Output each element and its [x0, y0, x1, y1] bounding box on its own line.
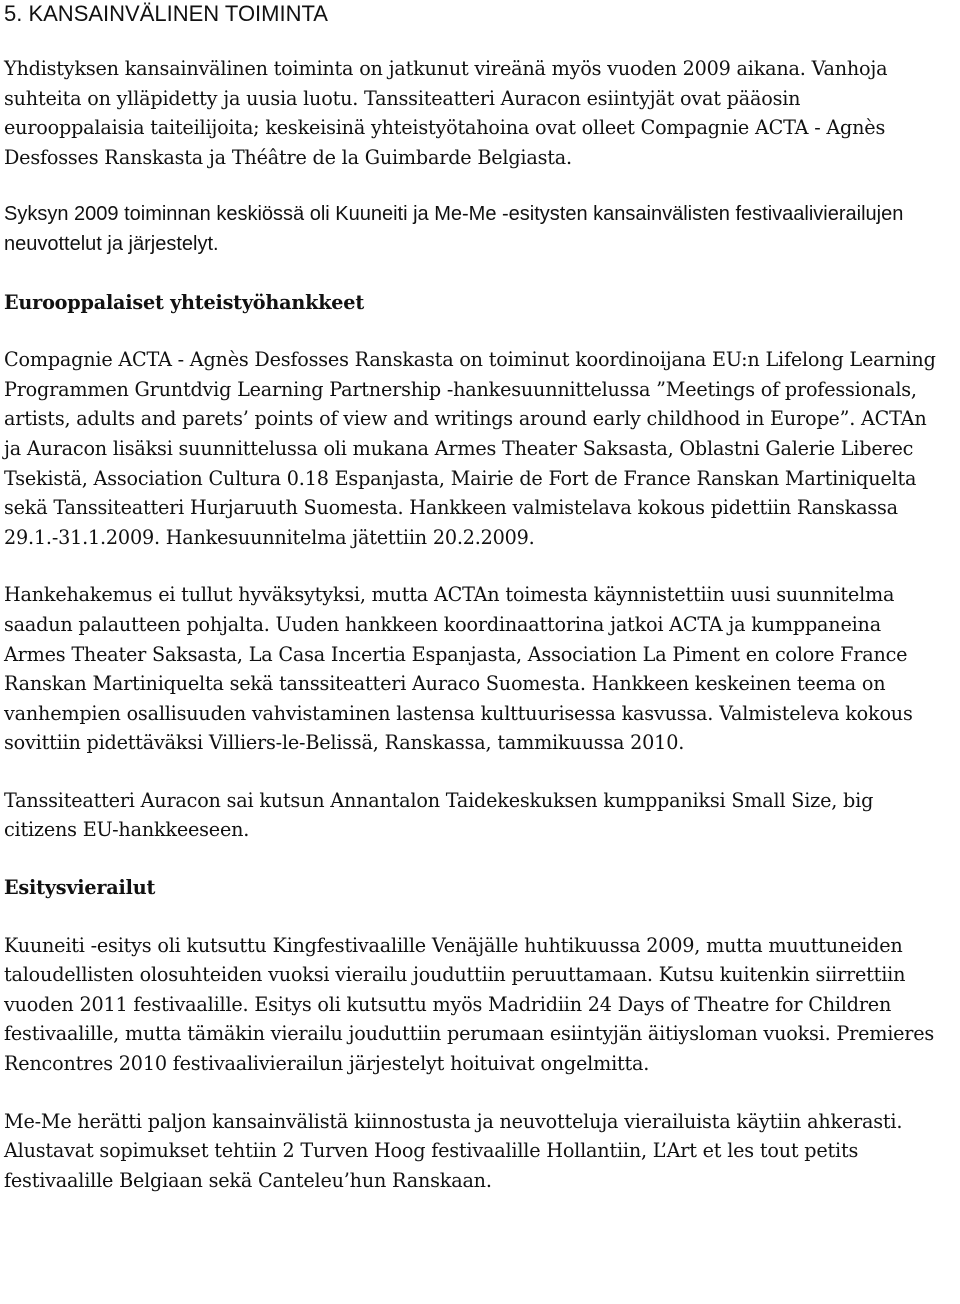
kuuneiti-paragraph: Kuuneiti -esitys oli kutsuttu Kingfestivaalille Venäjälle huhtikuussa 2009, mutta muuttuneiden taloudellisten olosuhteiden vuoksi vierailu jouduttiin peruuttamaan. Kutsu kuitenkin siirrettiin vuoden 2011 festivaalille. Esitys oli kutsuttu myös Madridiin 24 Days of Theatre for Children festivaalille, mutta tämäkin vierailu jouduttiin perumaan esiintyjän äitiysloman vuoksi. Premieres Rencontres 2010 festivaalivierailun järjestelyt hoituivat ongelmitta. [4, 933, 935, 1076]
section-title: 5. KANSAINVÄLINEN TOIMINTA [4, 1, 328, 26]
heading-european-projects: Eurooppalaiset yhteistyöhankkeet [4, 290, 364, 314]
meme-paragraph: Me-Me herätti paljon kansainvälistä kiinnostusta ja neuvotteluja vierailuista käytiin ahkerasti. Alustavat sopimukset tehtiin 2 Turven Hoog festivaalille Hollantiin, L’Art et les tout petits festivaalille Belgiaan sekä Canteleu’hun Ranskaan. [4, 1109, 903, 1192]
intro-paragraph: Yhdistyksen kansainvälinen toiminta on jatkunut vireänä myös vuoden 2009 aikana. Vanhoja suhteita on ylläpidetty ja uusia luotu. Tanssiteatteri Auracon esiintyjät ovat pääosin eurooppalaisia taiteilijoita; keskeisinä yhteistyötahoina ovat olleet Compagnie ACTA - Agnès Desfosses Ranskasta ja Théâtre de la Guimbarde Belgiasta. [4, 57, 888, 169]
acta-paragraph: Compagnie ACTA - Agnès Desfosses Ranskasta on toiminut koordinoijana EU:n Lifelong Learning Programmen Gruntdvig Learning Partnership -hankesuunnittelussa ”Meetings of professionals, artists, adults and parets’ points of view and writings around early childhood in Europe”. ACTAn ja Auracon lisäksi suunnittelussa oli mukana Armes Theater Saksasta, Oblastni Galerie Liberec Tsekistä, Association Cultura 0.18 Espanjasta, Mairie de Fort de France Ranskan Martiniquelta sekä Tanssiteatteri Hurjaruuth Suomesta. Hankkeen valmistelava kokous pidettiin Ranskassa 29.1.-31.1.2009. Hankesuunnitelma jätettiin 20.2.2009. [4, 348, 936, 549]
small-size-paragraph: Tanssiteatteri Auracon sai kutsun Annantalon Taidekeskuksen kumppaniksi Small Size, big citizens EU-hankkeeseen. [4, 788, 874, 842]
heading-visits: Esitysvierailut [4, 876, 156, 900]
autumn-paragraph: Syksyn 2009 toiminnan keskiössä oli Kuuneiti ja Me-Me -esitysten kansainvälisten festivaalivierailujen neuvottelut ja järjestelyt. [4, 203, 904, 255]
application-paragraph: Hankehakemus ei tullut hyväksytyksi, mutta ACTAn toimesta käynnistettiin uusi suunnitelma saadun palautteen pohjalta. Uuden hankkeen koordinaattorina jatkoi ACTA ja kumppaneina Armes Theater Saksasta, La Casa Incertia Espanjasta, Association La Piment en colore France Ranskan Martiniquelta sekä tanssiteatteri Auraco Suomesta. Hankkeen keskeinen teema on vanhempien osallisuuden vahvistaminen lastensa kulttuurisessa kasvussa. Valmisteleva kokous sovittiin pidettäväksi Villiers-le-Belissä, Ranskassa, tammikuussa 2010. [4, 583, 913, 755]
